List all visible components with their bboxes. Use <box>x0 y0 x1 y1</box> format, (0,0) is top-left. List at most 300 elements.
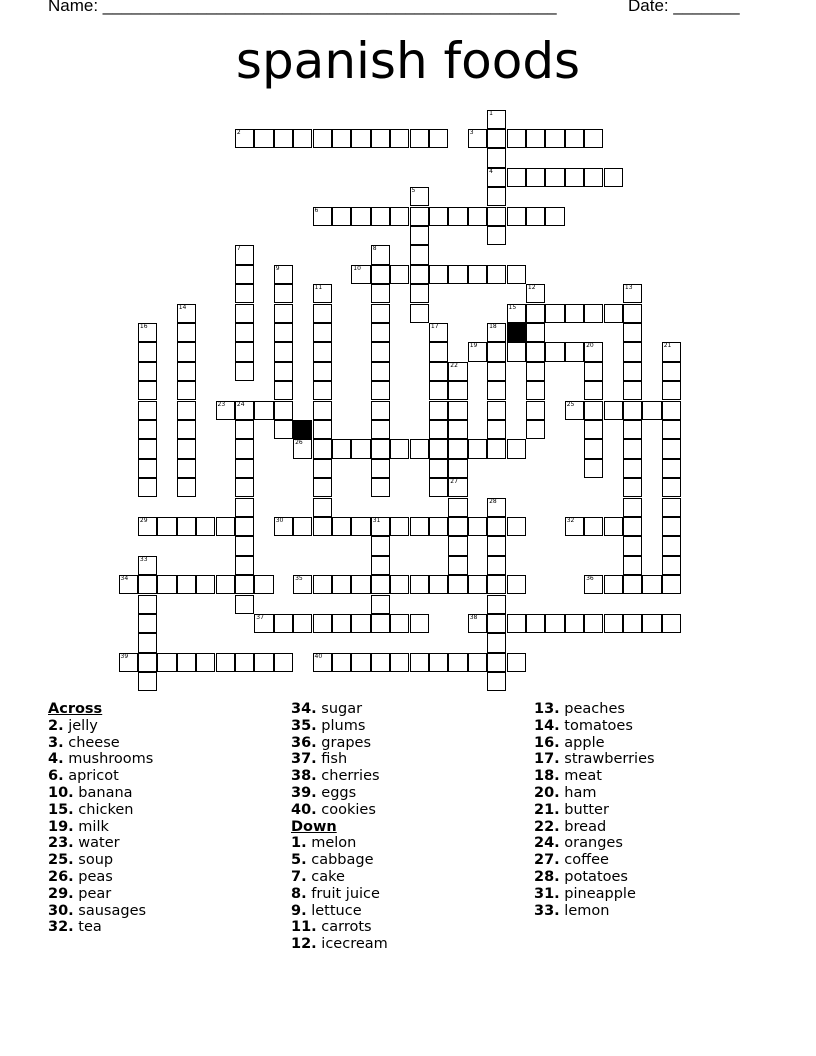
grid-cell[interactable] <box>623 381 642 400</box>
grid-cell[interactable] <box>565 401 584 420</box>
grid-cell[interactable] <box>448 401 467 420</box>
grid-cell[interactable] <box>507 614 526 633</box>
grid-cell[interactable] <box>487 672 506 691</box>
grid-cell[interactable] <box>526 168 545 187</box>
grid-cell[interactable] <box>177 517 196 536</box>
grid-cell[interactable] <box>468 342 487 361</box>
grid-cell[interactable] <box>235 420 254 439</box>
grid-cell[interactable] <box>429 459 448 478</box>
grid-cell[interactable] <box>138 381 157 400</box>
grid-cell[interactable] <box>371 595 390 614</box>
grid-cell[interactable] <box>526 342 545 361</box>
grid-cell[interactable] <box>448 207 467 226</box>
grid-cell[interactable] <box>410 284 429 303</box>
grid-cell[interactable] <box>623 284 642 303</box>
grid-cell[interactable] <box>410 129 429 148</box>
grid-cell[interactable] <box>390 517 409 536</box>
grid-cell[interactable] <box>371 342 390 361</box>
grid-cell[interactable] <box>410 207 429 226</box>
grid-cell[interactable] <box>468 575 487 594</box>
grid-cell[interactable] <box>274 381 293 400</box>
grid-cell[interactable] <box>196 517 215 536</box>
grid-cell[interactable] <box>196 575 215 594</box>
grid-cell[interactable] <box>313 439 332 458</box>
grid-cell[interactable] <box>565 614 584 633</box>
grid-cell[interactable] <box>662 536 681 555</box>
grid-cell[interactable] <box>507 168 526 187</box>
grid-cell[interactable] <box>448 556 467 575</box>
grid-cell[interactable] <box>448 517 467 536</box>
grid-cell[interactable] <box>565 517 584 536</box>
grid-cell[interactable] <box>371 381 390 400</box>
grid-cell[interactable] <box>274 265 293 284</box>
grid-cell[interactable] <box>351 614 370 633</box>
grid-cell[interactable] <box>293 575 312 594</box>
grid-cell[interactable] <box>429 401 448 420</box>
grid-cell[interactable] <box>235 265 254 284</box>
grid-cell[interactable] <box>487 439 506 458</box>
grid-cell[interactable] <box>662 420 681 439</box>
grid-cell[interactable] <box>448 478 467 497</box>
grid-cell[interactable] <box>371 207 390 226</box>
grid-cell[interactable] <box>545 342 564 361</box>
grid-cell[interactable] <box>235 478 254 497</box>
grid-cell[interactable] <box>623 323 642 342</box>
grid-cell[interactable] <box>410 226 429 245</box>
grid-cell[interactable] <box>235 401 254 420</box>
grid-cell[interactable] <box>390 575 409 594</box>
grid-cell[interactable] <box>487 129 506 148</box>
grid-cell[interactable] <box>410 517 429 536</box>
grid-cell[interactable] <box>487 362 506 381</box>
grid-cell[interactable] <box>429 381 448 400</box>
grid-cell[interactable] <box>623 575 642 594</box>
grid-cell[interactable] <box>448 439 467 458</box>
grid-cell[interactable] <box>526 284 545 303</box>
grid-cell[interactable] <box>584 614 603 633</box>
grid-cell[interactable] <box>468 517 487 536</box>
grid-cell[interactable] <box>390 265 409 284</box>
grid-cell[interactable] <box>526 129 545 148</box>
grid-cell[interactable] <box>545 614 564 633</box>
grid-cell[interactable] <box>584 439 603 458</box>
grid-cell[interactable] <box>507 304 526 323</box>
grid-cell[interactable] <box>313 323 332 342</box>
grid-cell[interactable] <box>138 420 157 439</box>
grid-cell[interactable] <box>448 381 467 400</box>
grid-cell[interactable] <box>119 653 138 672</box>
grid-cell[interactable] <box>662 556 681 575</box>
grid-cell[interactable] <box>584 304 603 323</box>
grid-cell[interactable] <box>526 323 545 342</box>
grid-cell[interactable] <box>235 439 254 458</box>
grid-cell[interactable] <box>177 401 196 420</box>
grid-cell[interactable] <box>487 226 506 245</box>
grid-cell[interactable] <box>662 381 681 400</box>
grid-cell[interactable] <box>410 575 429 594</box>
grid-cell[interactable] <box>662 478 681 497</box>
grid-cell[interactable] <box>545 304 564 323</box>
grid-cell[interactable] <box>371 575 390 594</box>
grid-cell[interactable] <box>429 129 448 148</box>
grid-cell[interactable] <box>371 420 390 439</box>
grid-cell[interactable] <box>623 459 642 478</box>
grid-cell[interactable] <box>313 517 332 536</box>
grid-cell[interactable] <box>507 207 526 226</box>
grid-cell[interactable] <box>351 517 370 536</box>
grid-cell[interactable] <box>487 265 506 284</box>
grid-cell[interactable] <box>235 342 254 361</box>
grid-cell[interactable] <box>623 362 642 381</box>
grid-cell[interactable] <box>371 284 390 303</box>
grid-cell[interactable] <box>623 536 642 555</box>
grid-cell[interactable] <box>138 478 157 497</box>
grid-cell[interactable] <box>507 575 526 594</box>
grid-cell[interactable] <box>254 653 273 672</box>
grid-cell[interactable] <box>410 304 429 323</box>
grid-cell[interactable] <box>526 420 545 439</box>
grid-cell[interactable] <box>235 575 254 594</box>
grid-cell[interactable] <box>468 265 487 284</box>
grid-cell[interactable] <box>662 401 681 420</box>
grid-cell[interactable] <box>138 439 157 458</box>
grid-cell[interactable] <box>468 207 487 226</box>
grid-cell[interactable] <box>429 420 448 439</box>
grid-cell[interactable] <box>138 323 157 342</box>
grid-cell[interactable] <box>429 265 448 284</box>
grid-cell[interactable] <box>487 168 506 187</box>
grid-cell[interactable] <box>429 342 448 361</box>
grid-cell[interactable] <box>371 653 390 672</box>
grid-cell[interactable] <box>254 129 273 148</box>
grid-cell[interactable] <box>410 265 429 284</box>
grid-cell[interactable] <box>507 265 526 284</box>
grid-cell[interactable] <box>235 284 254 303</box>
grid-cell[interactable] <box>604 517 623 536</box>
grid-cell[interactable] <box>138 653 157 672</box>
grid-cell[interactable] <box>332 575 351 594</box>
grid-cell[interactable] <box>138 672 157 691</box>
grid-cell[interactable] <box>177 362 196 381</box>
grid-cell[interactable] <box>487 110 506 129</box>
grid-cell[interactable] <box>429 575 448 594</box>
grid-cell[interactable] <box>390 614 409 633</box>
grid-cell[interactable] <box>177 323 196 342</box>
grid-cell[interactable] <box>623 304 642 323</box>
grid-cell[interactable] <box>390 207 409 226</box>
grid-cell[interactable] <box>487 187 506 206</box>
grid-cell[interactable] <box>371 129 390 148</box>
grid-cell[interactable] <box>623 498 642 517</box>
grid-cell[interactable] <box>604 575 623 594</box>
grid-cell[interactable] <box>157 517 176 536</box>
grid-cell[interactable] <box>177 420 196 439</box>
grid-cell[interactable] <box>274 420 293 439</box>
grid-cell[interactable] <box>526 362 545 381</box>
grid-cell[interactable] <box>584 168 603 187</box>
grid-cell[interactable] <box>390 653 409 672</box>
grid-cell[interactable] <box>410 439 429 458</box>
grid-cell[interactable] <box>274 342 293 361</box>
grid-cell[interactable] <box>584 381 603 400</box>
grid-cell[interactable] <box>254 614 273 633</box>
grid-cell[interactable] <box>604 168 623 187</box>
grid-cell[interactable] <box>448 536 467 555</box>
grid-cell[interactable] <box>487 148 506 167</box>
grid-cell[interactable] <box>642 614 661 633</box>
grid-cell[interactable] <box>642 575 661 594</box>
grid-cell[interactable] <box>410 614 429 633</box>
grid-cell[interactable] <box>351 439 370 458</box>
grid-cell[interactable] <box>371 304 390 323</box>
grid-cell[interactable] <box>235 595 254 614</box>
grid-cell[interactable] <box>662 342 681 361</box>
grid-cell[interactable] <box>274 517 293 536</box>
grid-cell[interactable] <box>293 129 312 148</box>
grid-cell[interactable] <box>293 439 312 458</box>
grid-cell[interactable] <box>351 265 370 284</box>
grid-cell[interactable] <box>371 517 390 536</box>
grid-cell[interactable] <box>487 381 506 400</box>
grid-cell[interactable] <box>332 614 351 633</box>
grid-cell[interactable] <box>662 459 681 478</box>
grid-cell[interactable] <box>526 304 545 323</box>
grid-cell[interactable] <box>429 653 448 672</box>
grid-cell[interactable] <box>623 420 642 439</box>
grid-cell[interactable] <box>526 207 545 226</box>
grid-cell[interactable] <box>623 342 642 361</box>
grid-cell[interactable] <box>390 439 409 458</box>
grid-cell[interactable] <box>216 517 235 536</box>
grid-cell[interactable] <box>468 439 487 458</box>
grid-cell[interactable] <box>584 420 603 439</box>
grid-cell[interactable] <box>371 323 390 342</box>
grid-cell[interactable] <box>177 381 196 400</box>
grid-cell[interactable] <box>235 498 254 517</box>
grid-cell[interactable] <box>138 595 157 614</box>
grid-cell[interactable] <box>332 207 351 226</box>
grid-cell[interactable] <box>545 129 564 148</box>
grid-cell[interactable] <box>157 653 176 672</box>
grid-cell[interactable] <box>565 342 584 361</box>
grid-cell[interactable] <box>332 517 351 536</box>
grid-cell[interactable] <box>332 653 351 672</box>
grid-cell[interactable] <box>584 517 603 536</box>
grid-cell[interactable] <box>235 536 254 555</box>
grid-cell[interactable] <box>332 129 351 148</box>
grid-cell[interactable] <box>604 614 623 633</box>
grid-cell[interactable] <box>507 342 526 361</box>
grid-cell[interactable] <box>487 653 506 672</box>
grid-cell[interactable] <box>487 575 506 594</box>
grid-cell[interactable] <box>313 653 332 672</box>
grid-cell[interactable] <box>565 129 584 148</box>
grid-cell[interactable] <box>293 517 312 536</box>
grid-cell[interactable] <box>584 342 603 361</box>
grid-cell[interactable] <box>448 498 467 517</box>
grid-cell[interactable] <box>410 187 429 206</box>
grid-cell[interactable] <box>313 129 332 148</box>
grid-cell[interactable] <box>371 401 390 420</box>
grid-cell[interactable] <box>138 342 157 361</box>
grid-cell[interactable] <box>313 420 332 439</box>
grid-cell[interactable] <box>138 614 157 633</box>
grid-cell[interactable] <box>545 207 564 226</box>
grid-cell[interactable] <box>254 575 273 594</box>
grid-cell[interactable] <box>119 575 138 594</box>
grid-cell[interactable] <box>313 381 332 400</box>
grid-cell[interactable] <box>448 420 467 439</box>
grid-cell[interactable] <box>313 284 332 303</box>
grid-cell[interactable] <box>410 245 429 264</box>
grid-cell[interactable] <box>274 304 293 323</box>
grid-cell[interactable] <box>487 536 506 555</box>
grid-cell[interactable] <box>662 439 681 458</box>
grid-cell[interactable] <box>313 342 332 361</box>
grid-cell[interactable] <box>584 459 603 478</box>
grid-cell[interactable] <box>274 653 293 672</box>
grid-cell[interactable] <box>274 362 293 381</box>
grid-cell[interactable] <box>371 556 390 575</box>
grid-cell[interactable] <box>429 362 448 381</box>
grid-cell[interactable] <box>487 323 506 342</box>
grid-cell[interactable] <box>565 168 584 187</box>
grid-cell[interactable] <box>371 614 390 633</box>
grid-cell[interactable] <box>487 633 506 652</box>
grid-cell[interactable] <box>371 245 390 264</box>
grid-cell[interactable] <box>235 556 254 575</box>
grid-cell[interactable] <box>487 595 506 614</box>
grid-cell[interactable] <box>371 362 390 381</box>
grid-cell[interactable] <box>604 401 623 420</box>
grid-cell[interactable] <box>487 517 506 536</box>
grid-cell[interactable] <box>448 653 467 672</box>
grid-cell[interactable] <box>487 420 506 439</box>
grid-cell[interactable] <box>584 129 603 148</box>
grid-cell[interactable] <box>642 401 661 420</box>
grid-cell[interactable] <box>623 517 642 536</box>
grid-cell[interactable] <box>177 459 196 478</box>
grid-cell[interactable] <box>429 439 448 458</box>
grid-cell[interactable] <box>332 439 351 458</box>
grid-cell[interactable] <box>545 168 564 187</box>
grid-cell[interactable] <box>274 323 293 342</box>
grid-cell[interactable] <box>584 575 603 594</box>
grid-cell[interactable] <box>448 575 467 594</box>
grid-cell[interactable] <box>235 362 254 381</box>
grid-cell[interactable] <box>371 439 390 458</box>
grid-cell[interactable] <box>313 614 332 633</box>
grid-cell[interactable] <box>235 459 254 478</box>
grid-cell[interactable] <box>526 381 545 400</box>
grid-cell[interactable] <box>584 362 603 381</box>
grid-cell[interactable] <box>313 207 332 226</box>
grid-cell[interactable] <box>662 498 681 517</box>
grid-cell[interactable] <box>487 342 506 361</box>
grid-cell[interactable] <box>429 478 448 497</box>
grid-cell[interactable] <box>623 439 642 458</box>
grid-cell[interactable] <box>468 653 487 672</box>
grid-cell[interactable] <box>526 614 545 633</box>
grid-cell[interactable] <box>507 439 526 458</box>
grid-cell[interactable] <box>157 575 176 594</box>
grid-cell[interactable] <box>313 478 332 497</box>
grid-cell[interactable] <box>177 342 196 361</box>
grid-cell[interactable] <box>293 614 312 633</box>
grid-cell[interactable] <box>526 401 545 420</box>
grid-cell[interactable] <box>351 653 370 672</box>
grid-cell[interactable] <box>196 653 215 672</box>
grid-cell[interactable] <box>584 401 603 420</box>
grid-cell[interactable] <box>448 265 467 284</box>
grid-cell[interactable] <box>662 575 681 594</box>
grid-cell[interactable] <box>138 362 157 381</box>
grid-cell[interactable] <box>351 575 370 594</box>
grid-cell[interactable] <box>177 304 196 323</box>
grid-cell[interactable] <box>371 265 390 284</box>
grid-cell[interactable] <box>216 653 235 672</box>
grid-cell[interactable] <box>351 129 370 148</box>
grid-cell[interactable] <box>235 653 254 672</box>
grid-cell[interactable] <box>274 129 293 148</box>
grid-cell[interactable] <box>313 362 332 381</box>
grid-cell[interactable] <box>487 207 506 226</box>
grid-cell[interactable] <box>235 304 254 323</box>
grid-cell[interactable] <box>138 459 157 478</box>
grid-cell[interactable] <box>662 614 681 633</box>
grid-cell[interactable] <box>254 401 273 420</box>
grid-cell[interactable] <box>138 633 157 652</box>
grid-cell[interactable] <box>313 498 332 517</box>
grid-cell[interactable] <box>371 536 390 555</box>
grid-cell[interactable] <box>487 556 506 575</box>
grid-cell[interactable] <box>138 556 157 575</box>
grid-cell[interactable] <box>274 284 293 303</box>
grid-cell[interactable] <box>604 304 623 323</box>
grid-cell[interactable] <box>313 401 332 420</box>
grid-cell[interactable] <box>274 614 293 633</box>
grid-cell[interactable] <box>507 517 526 536</box>
grid-cell[interactable] <box>371 478 390 497</box>
grid-cell[interactable] <box>468 129 487 148</box>
grid-cell[interactable] <box>429 207 448 226</box>
grid-cell[interactable] <box>487 498 506 517</box>
grid-cell[interactable] <box>177 575 196 594</box>
grid-cell[interactable] <box>216 575 235 594</box>
grid-cell[interactable] <box>623 556 642 575</box>
grid-cell[interactable] <box>429 323 448 342</box>
grid-cell[interactable] <box>429 517 448 536</box>
grid-cell[interactable] <box>351 207 370 226</box>
grid-cell[interactable] <box>216 401 235 420</box>
grid-cell[interactable] <box>448 459 467 478</box>
grid-cell[interactable] <box>448 362 467 381</box>
grid-cell[interactable] <box>235 517 254 536</box>
grid-cell[interactable] <box>623 478 642 497</box>
grid-cell[interactable] <box>468 614 487 633</box>
grid-cell[interactable] <box>177 439 196 458</box>
grid-cell[interactable] <box>274 401 293 420</box>
grid-cell[interactable] <box>662 517 681 536</box>
grid-cell[interactable] <box>507 653 526 672</box>
grid-cell[interactable] <box>623 614 642 633</box>
grid-cell[interactable] <box>138 575 157 594</box>
grid-cell[interactable] <box>410 653 429 672</box>
grid-cell[interactable] <box>487 614 506 633</box>
grid-cell[interactable] <box>177 653 196 672</box>
grid-cell[interactable] <box>235 323 254 342</box>
grid-cell[interactable] <box>235 245 254 264</box>
